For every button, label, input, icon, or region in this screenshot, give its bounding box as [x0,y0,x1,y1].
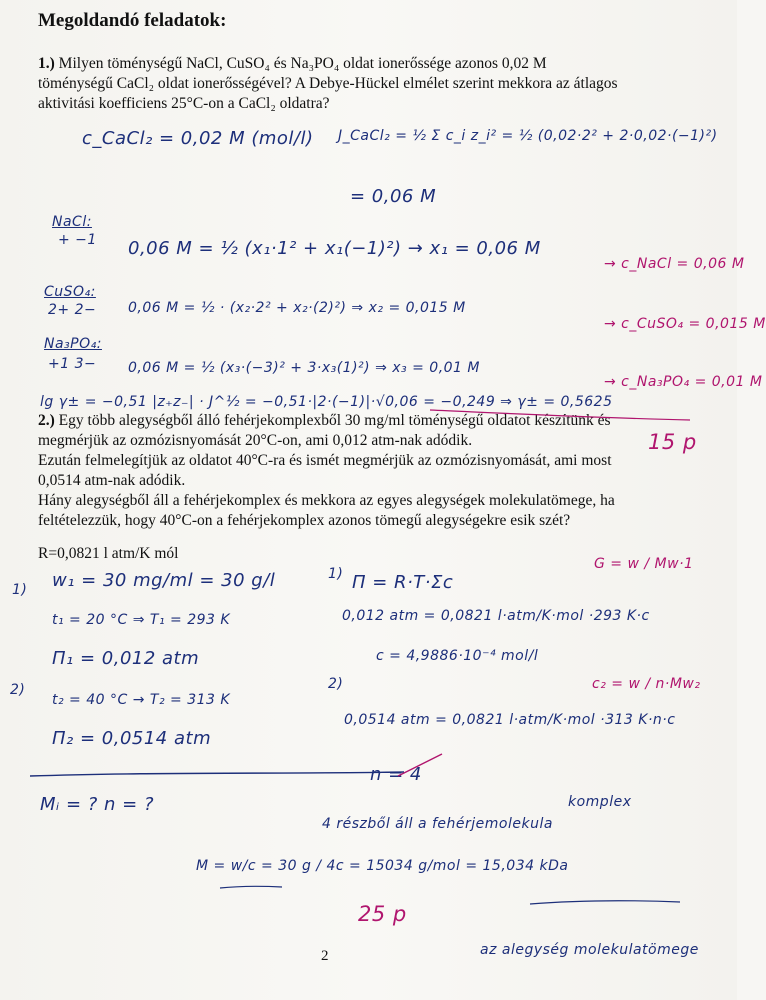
hw-caption: az alegység molekulatömege [480,942,699,958]
problem-1-line-3: aktivitási koefficiens 25°C-on a CaCl₂ oldatra? [38,95,330,112]
check-mark-stroke [398,754,442,776]
hw-score-2: 25 p [358,902,407,926]
hw-w1: w₁ = 30 mg/ml = 30 g/l [52,570,276,591]
hw-nacl-result: → c_NaCl = 0,06 M [604,256,745,272]
hw-subunit-text: 4 részből áll a fehérjemolekula [322,816,553,832]
hw-molar-mass: M = w/c = 30 g / 4c = 15034 g/mol = 15,034 kDa [196,858,569,874]
hw-g-formula: G = w / Mw·1 [594,556,694,572]
page-heading: Megoldandó feladatok: [38,10,227,31]
problem-1-line-2: töménységű CaCl₂ oldat ionerősségével? A Debye-Hückel elmélet szerint mekkora az átlagos [38,75,618,92]
problem-2-line-6: feltételezzük, hogy 40°C-on a fehérjekomplex azonos tömegű alegységekre esik szét? [38,512,571,529]
hw-pi2: Π₂ = 0,0514 atm [52,728,212,749]
hw-c2-formula: c₂ = w / n·Mw₂ [592,676,701,692]
hw-n-result: n = 4 [370,764,422,785]
hw-debye-huckel: lg γ± = −0,51 |z₊z₋| · J^½ = −0,51·|2·(−1)|·√0,06 = −0,249 ⇒ γ± = 0,5625 [40,394,613,410]
hw-pi1: Π₁ = 0,012 atm [52,648,200,669]
hw-cuso4-result: → c_CuSO₄ = 0,015 M [604,316,766,332]
hw-eq-1: 0,012 atm = 0,0821 l·atm/K·mol ·293 K·c [342,608,650,624]
hw-c-cacl2: c_CaCl₂ = 0,02 M (mol/l) [82,128,314,149]
hw-mark-1-right: 1) [328,566,344,582]
hw-ionic-result: = 0,06 M [350,186,437,207]
problem-2-line-1: Egy több alegységből álló fehérjekomplexből 30 mg/ml töménységű oldatot készítünk és [58,412,611,429]
hw-ionic-strength: J_CaCl₂ = ½ Σ c_i z_i² = ½ (0,02·2² + 2·0,02·(−1)²) [338,128,718,144]
problem-2-line-4: 0,0514 atm-nak adódik. [38,472,186,489]
hw-nacl-charges: + −1 [58,232,97,248]
gas-constant: R=0,0821 l atm/K mól [38,545,179,562]
hw-unknowns: Mᵢ = ? n = ? [40,794,155,815]
hw-komplex: komplex [568,794,632,810]
separator-stroke [30,772,404,776]
hw-mark-2-right: 2) [328,676,344,692]
hw-mark-2-left: 2) [10,682,26,698]
hw-cuso4-label: CuSO₄: [44,284,96,300]
fraction-stroke [220,886,282,888]
problem-2-number: 2.) [38,412,55,429]
hw-cuso4-charges: 2+ 2− [48,302,97,318]
hw-na3po4-charges: +1 3− [48,356,97,372]
problem-2-line-5: Hány alegységből áll a fehérjekomplex és mekkora az egyes alegységek molekulatömege, ha [38,492,615,509]
hw-pi-formula: Π = R·T·Σc [352,572,454,593]
hw-t2: t₂ = 40 °C → T₂ = 313 K [52,692,231,708]
hw-score-1: 15 p [648,430,697,454]
hw-nacl-label: NaCl: [52,214,92,230]
hw-na3po4-equation: 0,06 M = ½ (x₃·(−3)² + 3·x₃(1)²) ⇒ x₃ = 0,01 M [128,360,480,376]
problem-2-line-2: megmérjük az ozmózisnyomását 20°C-on, ami 0,012 atm-nak adódik. [38,432,473,449]
page-number: 2 [321,948,329,964]
hw-na3po4-result: → c_Na₃PO₄ = 0,01 M [604,374,763,390]
hw-nacl-equation: 0,06 M = ½ (x₁·1² + x₁(−1)²) → x₁ = 0,06 M [128,238,541,259]
problem-2-line-3: Ezután felmelegítjük az oldatot 40°C-ra és ismét megmérjük az ozmózisnyomását, ami most [38,452,612,469]
hw-t1: t₁ = 20 °C ⇒ T₁ = 293 K [52,612,231,628]
hw-eq-2: 0,0514 atm = 0,0821 l·atm/K·mol ·313 K·n·c [344,712,676,728]
problem-1-number: 1.) [38,55,55,72]
hw-c-result: c = 4,9886·10⁻⁴ mol/l [376,648,539,664]
correction-stroke [430,410,690,420]
hw-na3po4-label: Na₃PO₄: [44,336,102,352]
hw-mark-1-left: 1) [12,582,28,598]
problem-1-line-1: Milyen töménységű NaCl, CuSO₄ és Na₃PO₄ oldat ionerőssége azonos 0,02 M [58,55,547,72]
hw-cuso4-equation: 0,06 M = ½ · (x₂·2² + x₂·(2)²) ⇒ x₂ = 0,015 M [128,300,466,316]
underline-stroke [530,901,680,904]
